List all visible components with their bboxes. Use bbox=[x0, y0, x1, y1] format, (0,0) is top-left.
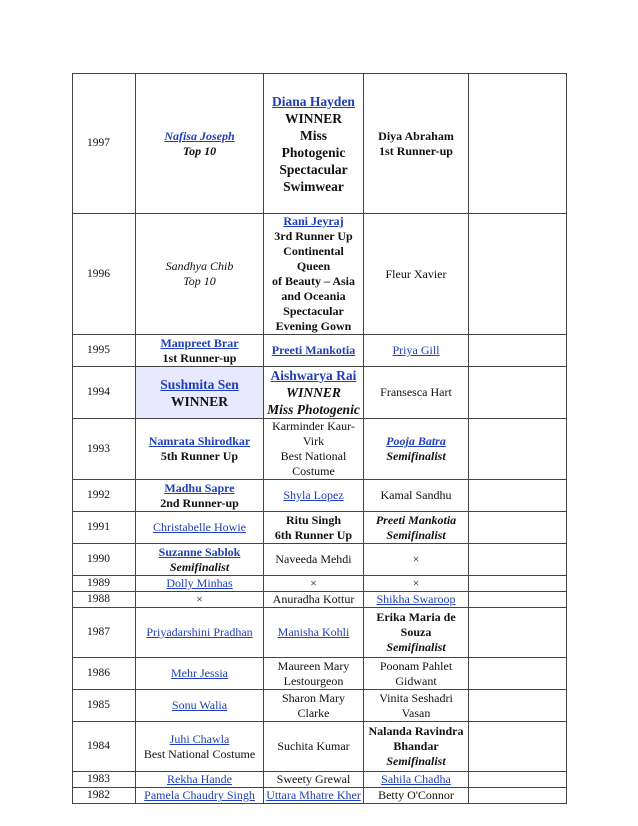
cell-contestant-b bbox=[264, 512, 364, 544]
cell-text: Virk bbox=[302, 434, 325, 448]
cell-contestant-a bbox=[136, 335, 264, 367]
cell-text: Semifinalist bbox=[386, 640, 446, 654]
cell-text: Betty O'Connor bbox=[378, 788, 454, 802]
cell-contestant-b bbox=[264, 480, 364, 512]
table-row bbox=[73, 74, 567, 214]
contestant-link[interactable]: Shyla Lopez bbox=[283, 488, 344, 502]
cell-contestant-a bbox=[136, 367, 264, 419]
contestant-link[interactable]: Priya Gill bbox=[392, 343, 440, 357]
table-row bbox=[73, 722, 567, 772]
contestant-link[interactable]: Christabelle Howie bbox=[153, 520, 246, 534]
cell-contestant-b bbox=[264, 335, 364, 367]
cell-text: × bbox=[412, 552, 420, 566]
year-cell: 1991 bbox=[73, 512, 136, 544]
contestant-link[interactable]: Uttara Mhatre Kher bbox=[266, 788, 361, 802]
cell-text: Karminder Kaur- bbox=[272, 419, 355, 433]
cell-text: Diya Abraham bbox=[378, 128, 454, 143]
table-row bbox=[73, 367, 567, 419]
table-row bbox=[73, 690, 567, 722]
cell-text: Miss Photogenic bbox=[267, 402, 360, 417]
contestant-link[interactable]: Priyadarshini Pradhan bbox=[146, 625, 253, 639]
year-cell: 1982 bbox=[73, 788, 136, 804]
empty-cell bbox=[469, 74, 567, 214]
cell-text: Sandhya Chib bbox=[165, 259, 234, 273]
empty-cell bbox=[469, 419, 567, 480]
year-cell: 1983 bbox=[73, 772, 136, 788]
cell-contestant-a bbox=[136, 772, 264, 788]
table-row bbox=[73, 576, 567, 592]
empty-cell bbox=[469, 576, 567, 592]
cell-contestant-a bbox=[136, 592, 264, 608]
cell-text: Naveeda Mehdi bbox=[275, 552, 352, 566]
cell-contestant-c bbox=[364, 690, 469, 722]
cell-text: Semifinalist bbox=[386, 527, 446, 542]
cell-contestant-a bbox=[136, 480, 264, 512]
cell-contestant-c bbox=[364, 335, 469, 367]
cell-text: 3rd Runner Up bbox=[274, 229, 353, 243]
cell-text: × bbox=[196, 592, 203, 606]
year-cell: 1996 bbox=[73, 214, 136, 335]
table-row bbox=[73, 480, 567, 512]
cell-contestant-a bbox=[136, 658, 264, 690]
table-row bbox=[73, 419, 567, 480]
table-row bbox=[73, 592, 567, 608]
cell-contestant-a bbox=[136, 608, 264, 658]
table-row bbox=[73, 788, 567, 804]
cell-contestant-b bbox=[264, 788, 364, 804]
empty-cell bbox=[469, 544, 567, 576]
cell-contestant-b bbox=[264, 367, 364, 419]
cell-contestant-b bbox=[264, 722, 364, 772]
cell-contestant-c bbox=[364, 367, 469, 419]
cell-text: WINNER bbox=[170, 393, 228, 409]
cell-text: Top 10 bbox=[182, 143, 217, 158]
cell-contestant-b bbox=[264, 658, 364, 690]
cell-text: Evening Gown bbox=[275, 319, 352, 333]
cell-text: Sharon Mary bbox=[282, 690, 345, 705]
contestant-link[interactable]: Manpreet Brar bbox=[160, 335, 239, 350]
cell-text: Costume bbox=[292, 464, 335, 478]
empty-cell bbox=[469, 772, 567, 788]
year-cell: 1994 bbox=[73, 367, 136, 419]
empty-cell bbox=[469, 512, 567, 544]
year-cell: 1984 bbox=[73, 722, 136, 772]
contestant-link[interactable]: Pamela Chaudry Singh bbox=[144, 788, 255, 802]
cell-text: Lestourgeon bbox=[283, 673, 344, 688]
pageant-results-table bbox=[72, 73, 567, 804]
contestant-link[interactable]: Madhu Sapre bbox=[164, 480, 235, 495]
contestant-link[interactable]: Juhi Chawla bbox=[169, 731, 230, 746]
contestant-link[interactable]: Namrata Shirodkar bbox=[148, 434, 251, 448]
cell-text: Swimwear bbox=[283, 178, 344, 194]
cell-text: Sweety Grewal bbox=[276, 772, 351, 786]
cell-contestant-c bbox=[364, 592, 469, 608]
cell-text: Top 10 bbox=[183, 274, 216, 288]
cell-contestant-a bbox=[136, 544, 264, 576]
empty-cell bbox=[469, 608, 567, 658]
cell-text: Best National bbox=[280, 449, 347, 463]
cell-contestant-c bbox=[364, 608, 469, 658]
cell-contestant-b bbox=[264, 544, 364, 576]
table-row bbox=[73, 772, 567, 788]
year-cell: 1988 bbox=[73, 592, 136, 608]
contestant-link[interactable]: Rani Jeyraj bbox=[283, 214, 344, 228]
empty-cell bbox=[469, 335, 567, 367]
cell-text: 2nd Runner-up bbox=[160, 495, 239, 510]
cell-contestant-b bbox=[264, 592, 364, 608]
year-cell: 1993 bbox=[73, 419, 136, 480]
cell-contestant-c bbox=[364, 544, 469, 576]
year-cell: 1990 bbox=[73, 544, 136, 576]
empty-cell bbox=[469, 690, 567, 722]
cell-contestant-a bbox=[136, 214, 264, 335]
cell-text: Bhandar bbox=[393, 739, 439, 753]
cell-contestant-c bbox=[364, 788, 469, 804]
contestant-link[interactable]: Diana Hayden bbox=[272, 93, 355, 109]
cell-contestant-a bbox=[136, 512, 264, 544]
cell-contestant-a bbox=[136, 788, 264, 804]
cell-contestant-c bbox=[364, 658, 469, 690]
cell-text: Maureen Mary bbox=[277, 658, 350, 673]
cell-contestant-a bbox=[136, 690, 264, 722]
cell-text: Best National Costume bbox=[143, 746, 256, 761]
cell-contestant-c bbox=[364, 576, 469, 592]
table-row bbox=[73, 335, 567, 367]
cell-contestant-b bbox=[264, 74, 364, 214]
cell-contestant-c bbox=[364, 214, 469, 335]
cell-contestant-c bbox=[364, 722, 469, 772]
contestant-link[interactable]: Rekha Hande bbox=[167, 772, 232, 786]
cell-contestant-c bbox=[364, 419, 469, 480]
table-row bbox=[73, 214, 567, 335]
contestant-link[interactable]: Pooja Batra bbox=[386, 434, 446, 448]
cell-text: of Beauty – Asia bbox=[271, 274, 355, 288]
table-row bbox=[73, 658, 567, 690]
cell-contestant-c bbox=[364, 480, 469, 512]
cell-text: WINNER bbox=[284, 110, 342, 126]
empty-cell bbox=[469, 592, 567, 608]
cell-text: Anuradha Kottur bbox=[272, 592, 355, 606]
cell-text: and Oceania bbox=[281, 289, 346, 303]
year-cell: 1987 bbox=[73, 608, 136, 658]
cell-contestant-c bbox=[364, 74, 469, 214]
cell-text: Miss bbox=[300, 127, 327, 143]
contestant-link[interactable]: Suzanne Sablok bbox=[158, 544, 241, 559]
contestant-link[interactable]: Preeti Mankotia bbox=[271, 343, 356, 357]
contestant-link[interactable]: Sahila Chadha bbox=[381, 772, 451, 786]
cell-text: Semifinalist bbox=[169, 559, 230, 574]
cell-text: Vasan bbox=[401, 705, 431, 720]
cell-text: Semifinalist bbox=[386, 449, 446, 463]
empty-cell bbox=[469, 658, 567, 690]
contestant-link[interactable]: Sonu Walia bbox=[171, 698, 228, 712]
empty-cell bbox=[469, 480, 567, 512]
cell-text: 6th Runner Up bbox=[274, 527, 353, 542]
cell-text: WINNER bbox=[286, 385, 341, 400]
contestant-link[interactable]: Mehr Jessia bbox=[171, 666, 228, 680]
cell-text: Spectacular bbox=[283, 304, 344, 318]
cell-text: Fleur Xavier bbox=[385, 266, 447, 281]
table-row bbox=[73, 544, 567, 576]
table-row bbox=[73, 608, 567, 658]
cell-contestant-b bbox=[264, 576, 364, 592]
cell-text: Erika Maria de bbox=[376, 610, 456, 624]
cell-text: 5th Runner Up bbox=[160, 449, 239, 463]
contestant-link[interactable]: Aishwarya Rai bbox=[270, 368, 357, 383]
contestant-link[interactable]: Manisha Kohli bbox=[277, 625, 350, 639]
cell-contestant-a bbox=[136, 722, 264, 772]
contestant-link[interactable]: Shikha Swaroop bbox=[376, 592, 456, 606]
contestant-link[interactable]: Sushmita Sen bbox=[160, 376, 239, 392]
cell-text: Suchita Kumar bbox=[277, 739, 350, 753]
cell-text: Photogenic bbox=[281, 144, 346, 160]
year-cell: 1985 bbox=[73, 690, 136, 722]
contestant-link[interactable]: Nafisa Joseph bbox=[164, 128, 235, 143]
year-cell: 1997 bbox=[73, 74, 136, 214]
cell-text: Vinita Seshadri bbox=[379, 690, 453, 705]
cell-text: × bbox=[310, 576, 317, 590]
cell-text: Semifinalist bbox=[386, 754, 446, 768]
cell-contestant-a bbox=[136, 419, 264, 480]
cell-contestant-a bbox=[136, 576, 264, 592]
empty-cell bbox=[469, 367, 567, 419]
empty-cell bbox=[469, 214, 567, 335]
cell-text: Ritu Singh bbox=[285, 512, 342, 527]
year-cell: 1995 bbox=[73, 335, 136, 367]
cell-text: Kamal Sandhu bbox=[380, 488, 452, 502]
empty-cell bbox=[469, 788, 567, 804]
empty-cell bbox=[469, 722, 567, 772]
cell-text: × bbox=[412, 576, 420, 590]
cell-contestant-b bbox=[264, 772, 364, 788]
cell-contestant-b bbox=[264, 608, 364, 658]
cell-contestant-b bbox=[264, 690, 364, 722]
cell-text: Continental Queen bbox=[283, 244, 344, 273]
contestant-link[interactable]: Dolly Minhas bbox=[166, 576, 233, 590]
cell-text: Poonam Pahlet bbox=[379, 658, 453, 673]
table-row bbox=[73, 512, 567, 544]
cell-contestant-b bbox=[264, 214, 364, 335]
cell-text: Spectacular bbox=[279, 161, 348, 177]
cell-text: Nalanda Ravindra bbox=[368, 724, 464, 738]
cell-text: Souza bbox=[400, 625, 432, 639]
cell-text: Fransesca Hart bbox=[380, 385, 452, 399]
cell-text: Clarke bbox=[297, 705, 330, 720]
cell-text: 1st Runner-up bbox=[379, 143, 453, 158]
year-cell: 1989 bbox=[73, 576, 136, 592]
cell-text: Gidwant bbox=[395, 673, 437, 688]
year-cell: 1992 bbox=[73, 480, 136, 512]
cell-contestant-b bbox=[264, 419, 364, 480]
cell-contestant-c bbox=[364, 512, 469, 544]
year-cell: 1986 bbox=[73, 658, 136, 690]
cell-text: 1st Runner-up bbox=[162, 350, 237, 365]
cell-contestant-a bbox=[136, 74, 264, 214]
cell-text: Preeti Mankotia bbox=[375, 512, 457, 527]
cell-contestant-c bbox=[364, 772, 469, 788]
